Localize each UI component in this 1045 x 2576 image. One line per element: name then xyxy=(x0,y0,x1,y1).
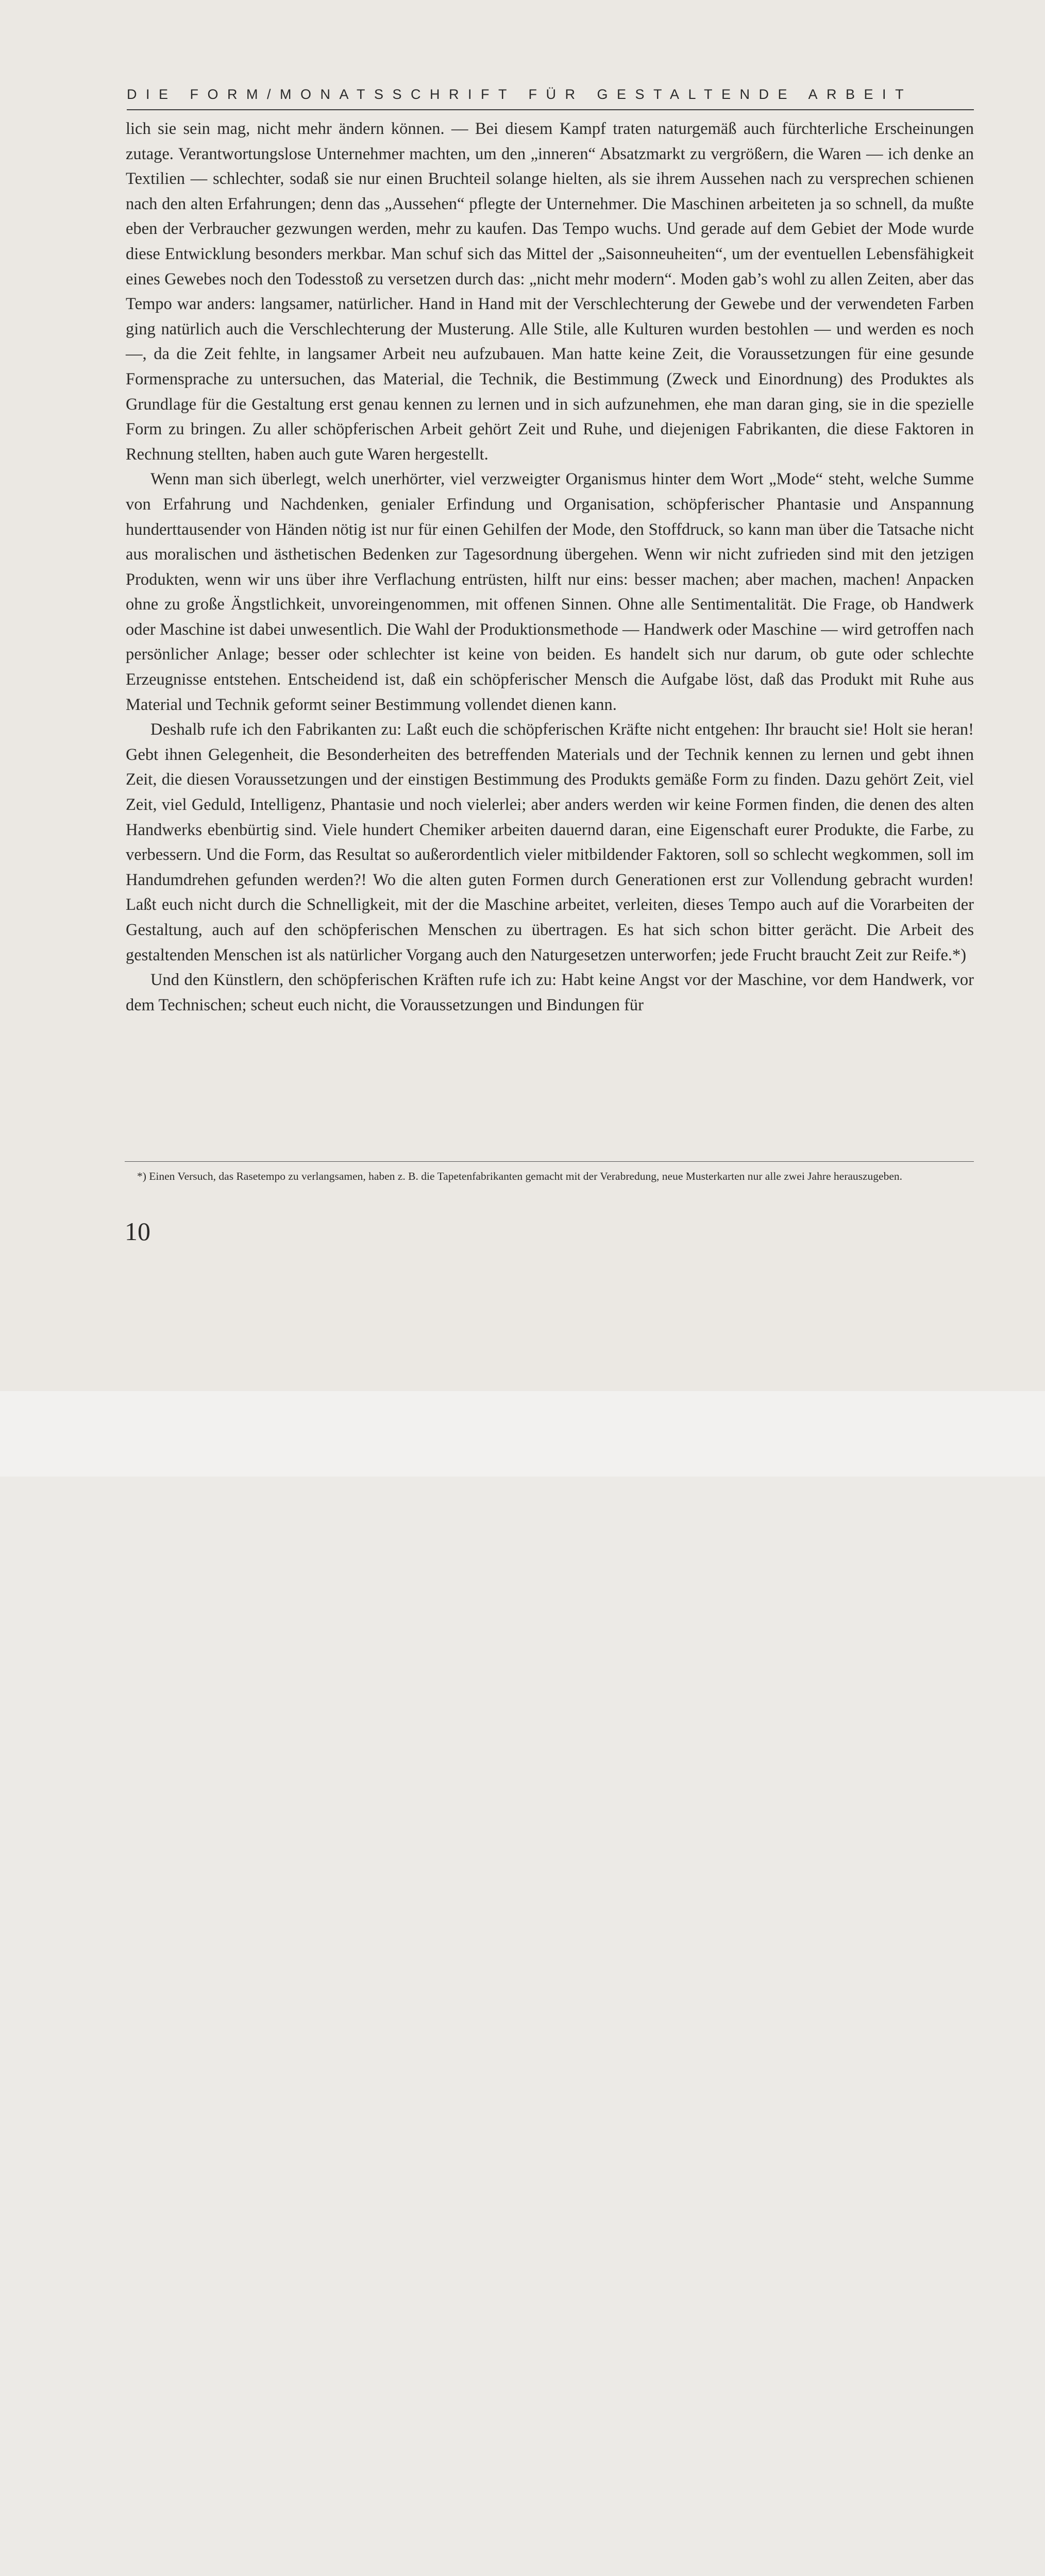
header-rule xyxy=(127,109,974,110)
paragraph-2: Wenn man sich überlegt, welch unerhörter, viel verzweigter Organismus hinter dem Wort „Mode“ steht, welche Summe von Erfahrung und Nachdenken, genialer Erfindung und Organisation, schöpferischer Phantasie und Anspannung hunderttausender von Händen nötig ist nur für einen Gehilfen der Mode, den Stoffdruck, so kann man über die Tatsache nicht aus moralischen und ästhetischen Bedenken zur Tagesordnung übergehen. Wenn wir nicht zufrieden sind mit den jetzigen Produkten, wenn wir uns über ihre Verflachung entrüsten, hilft nur eins: besser machen; aber machen, machen! Anpacken ohne zu große Ängstlichkeit, unvoreingenommen, mit offenen Sinnen. Ohne alle Sentimentalität. Die Frage, ob Handwerk oder Maschine ist dabei unwesentlich. Die Wahl der Produktionsmethode — Handwerk oder Maschine — wird getroffen nach persönlicher Anlage; besser oder schlechter ist keine von beiden. Es handelt sich nur darum, ob gute oder schlechte Erzeugnisse entstehen. Entscheidend ist, daß ein schöpferischer Mensch die Aufgabe löst, daß das Produkt mit Ruhe aus Material und Technik geformt seiner Bestimmung vollendet dienen kann. xyxy=(126,470,974,714)
article-body xyxy=(126,116,974,1018)
footnote-rule xyxy=(125,1161,974,1162)
running-header: DIE FORM/MONATSSCHRIFT FÜR GESTALTENDE ARBEIT xyxy=(127,87,913,102)
page-number: 10 xyxy=(125,1217,150,1246)
paragraph-4: Und den Künstlern, den schöpferischen Kräften rufe ich zu: Habt keine Angst vor der Maschine, vor dem Handwerk, vor dem Technischen; scheut euch nicht, die Voraussetzungen und Bindungen für xyxy=(126,971,974,1014)
footnote: *) Einen Versuch, das Rasetempo zu verlangsamen, haben z. B. die Tapetenfabrikanten gemacht mit der Verabredung, neue Musterkarten nur alle zwei Jahre herauszugeben. xyxy=(137,1170,903,1182)
viewer-footer xyxy=(0,1391,1045,1477)
paragraph-3: Deshalb rufe ich den Fabrikanten zu: Laßt euch die schöpferischen Kräfte nicht entgehen: Ihr braucht sie! Holt sie heran! Gebt ihnen Gelegenheit, die Besonderheiten des betreffenden Materials und der Technik kennen zu lernen und gebt ihnen Zeit, die diesen Voraussetzungen und der einstigen Bestimmung des Produkts gemäße Form zu finden. Dazu gehört Zeit, viel Zeit, viel Geduld, Intelligenz, Phantasie und noch vielerlei; aber anders werden wir keine Formen finden, die denen des alten Handwerks ebenbürtig sind. Viele hundert Chemiker arbeiten dauernd daran, eine Eigenschaft eurer Produkte, die Farbe, zu verbessern. Und die Form, das Resultat so außerordentlich vieler mitbildender Faktoren, soll so schlecht wegkommen, soll im Handumdrehen gefunden werden?! Wo die alten guten Formen durch Generationen erst zur Vollendung gebracht wurden! Laßt euch nicht durch die Schnelligkeit, mit der die Maschine arbeitet, verleiten, dieses Tempo auch auf die Vorarbeiten der Gestaltung, auch auf den schöpferischen Menschen zu übertragen. Es hat sich schon bitter gerächt. Die Arbeit des gestaltenden Menschen ist als natürlicher Vorgang auch den Naturgesetzen unterworfen; jede Frucht braucht Zeit zur Reife.*) xyxy=(126,720,974,964)
paragraph-1: lich sie sein mag, nicht mehr ändern können. — Bei diesem Kampf traten naturgemäß auch fürchterliche Erscheinungen zutage. Verantwortungslose Unternehmer machten, um den „inneren“ Absatzmarkt zu vergrößern, die Waren — ich denke an Textilien — schlechter, sodaß sie nur einen Bruchteil solange hielten, als sie ihrem Aussehen nach zu versprechen schienen nach den alten Erfahrungen; denn das „Aussehen“ pflegte der Unternehmer. Die Maschinen arbeiteten ja so schnell, da mußte eben der Verbraucher gezwungen werden, mehr zu kaufen. Das Tempo wuchs. Und gerade auf dem Gebiet der Mode wurde diese Entwicklung besonders merkbar. Man schuf sich das Mittel der „Saisonneuheiten“, um der eventuellen Lebensfähigkeit eines Gewebes noch den Todesstoß zu versetzen durch das: „nicht mehr modern“. Moden gab’s wohl zu allen Zeiten, aber das Tempo war anders: langsamer, natürlicher. Hand in Hand mit der Verschlechterung der Gewebe und der verwendeten Farben ging natürlich auch die Verschlechterung der Musterung. Alle Stile, alle Kulturen wurden bestohlen — und werden es noch —, da die Zeit fehlte, in langsamer Arbeit neu aufzubauen. Man hatte keine Zeit, die Voraussetzungen für eine gesunde Formensprache zu untersuchen, das Material, die Technik, die Bestimmung (Zweck und Einordnung) des Produktes als Grundlage für die Gestaltung erst genau kennen zu lernen und in sich aufzunehmen, ehe man daran ging, sie in die spezielle Form zu bringen. Zu aller schöpferischen Arbeit gehört Zeit und Ruhe, und diejenigen Fabrikanten, die diese Faktoren in Rechnung stellten, haben auch gute Waren hergestellt. xyxy=(126,120,974,464)
